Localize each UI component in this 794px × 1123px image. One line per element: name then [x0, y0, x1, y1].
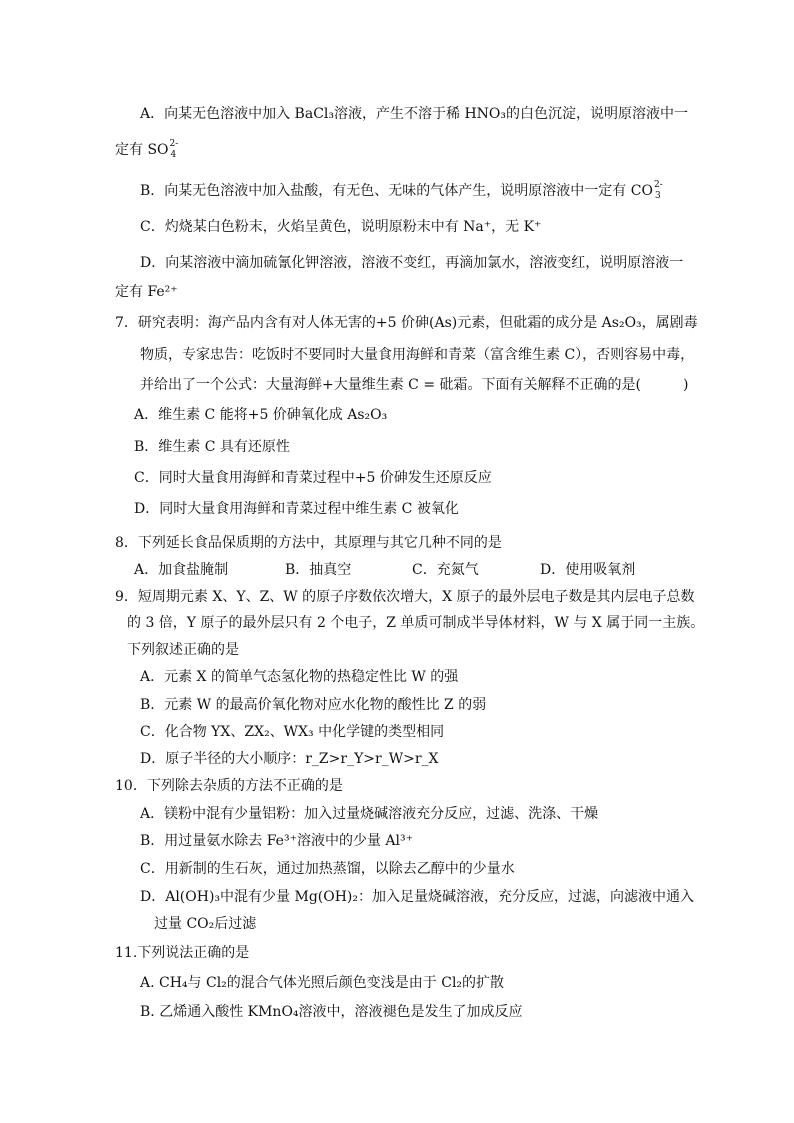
q6-option-d-line1: D．向某溶液中滴加硫氰化钾溶液，溶液不变红，再滴加氯水，溶液变红，说明原溶液一 [140, 255, 684, 271]
q8-option-c: C．充氮气 [412, 562, 479, 578]
so4-charge [169, 141, 179, 159]
q9-option-c: C．化合物 YX、ZX₂、WX₃ 中化学键的类型相同 [140, 724, 445, 740]
q11-option-b: B. 乙烯通入酸性 KMnO₄溶液中，溶液褪色是发生了加成反应 [140, 1004, 523, 1020]
co3-charge-sub: 3 [654, 191, 661, 201]
q6-option-a-line2 [115, 141, 179, 159]
q8-stem: 8．下列延长食品保质期的方法中，其原理与其它几种不同的是 [115, 535, 502, 551]
q10-option-d-line2: 过量 CO₂后过滤 [154, 916, 257, 932]
q7-option-b: B．维生素 C 具有还原性 [134, 439, 290, 455]
q9-stem-line1: 9．短周期元素 X、Y、Z、W 的原子序数依次增大，X 原子的最外层电子数是其内层电子总数 [115, 589, 695, 605]
q10-option-b: B．用过量氨水除去 Fe³⁺溶液中的少量 Al³⁺ [140, 833, 414, 849]
q8-option-b: B．抽真空 [285, 562, 352, 578]
q8-option-a: A．加食盐腌制 [134, 562, 229, 578]
q6-option-c: C．灼烧某白色粉末，火焰呈黄色，说明原粉末中有 Na⁺，无 K⁺ [140, 219, 542, 235]
q7-stem-line1: 7．研究表明：海产品内含有对人体无害的+5 价砷(As)元素，但砒霜的成分是 As₂O₃，属剧毒 [115, 315, 698, 331]
co3-charge [653, 182, 663, 200]
q10-option-d-line1: D．Al(OH)₃中混有少量 Mg(OH)₂：加入足量烧碱溶液，充分反应，过滤，向滤液中通入 [140, 889, 695, 905]
co3-charge-sup: 2- [653, 180, 663, 190]
q6-option-d-line2: 定有 Fe²⁺ [115, 284, 178, 300]
q10-stem: 10．下列除去杂质的方法不正确的是 [115, 778, 343, 794]
q8-option-d: D．使用吸氧剂 [540, 562, 636, 578]
q7-stem-line2: 物质，专家忠告：吃饭时不要同时大量食用海鲜和青菜（富含维生素 C），否则容易中毒， [140, 347, 695, 363]
q9-option-a: A．元素 X 的简单气态氢化物的热稳定性比 W 的强 [140, 669, 459, 685]
q9-option-b: B．元素 W 的最高价氧化物对应水化物的酸性比 Z 的弱 [140, 697, 487, 713]
q11-stem: 11.下列说法正确的是 [115, 945, 250, 961]
q6-option-b-text: B．向某无色溶液中加入盐酸，有无色、无味的气体产生，说明原溶液中一定有 CO [140, 183, 653, 199]
q6-option-a-line1: A．向某无色溶液中加入 BaCl₃溶液，产生不溶于稀 HNO₃的白色沉淀，说明原溶液中一 [140, 106, 688, 122]
q10-option-a: A．镁粉中混有少量铝粉：加入过量烧碱溶液充分反应，过滤、洗涤、干燥 [140, 806, 599, 822]
q7-stem-line3: 并给出了一个公式：大量海鲜+大量维生素 C = 砒霜。下面有关解释不正确的是( ) [140, 377, 689, 393]
q9-stem-line3: 下列叙述正确的是 [127, 642, 239, 658]
q9-stem-line2: 的 3 倍，Y 原子的最外层只有 2 个电子，Z 单质可制成半导体材料，W 与 X 属于同一主族。 [127, 615, 705, 631]
q6-option-a-line2-text: 定有 SO [115, 142, 169, 158]
q9-option-d: D．原子半径的大小顺序：r_Z>r_Y>r_W>r_X [140, 751, 439, 767]
q11-option-a: A. CH₄与 Cl₂的混合气体光照后颜色变浅是由于 Cl₂的扩散 [140, 975, 505, 991]
q7-option-d: D．同时大量食用海鲜和青菜过程中维生素 C 被氧化 [134, 501, 459, 517]
so4-charge-sup: 2- [169, 139, 179, 149]
q6-option-b [140, 182, 663, 200]
so4-charge-sub: 4 [170, 150, 177, 160]
q10-option-c: C．用新制的生石灰，通过加热蒸馏，以除去乙醇中的少量水 [140, 861, 515, 877]
q7-option-a: A．维生素 C 能将+5 价砷氧化成 As₂O₃ [134, 407, 388, 423]
q7-option-c: C．同时大量食用海鲜和青菜过程中+5 价砷发生还原反应 [134, 470, 492, 486]
